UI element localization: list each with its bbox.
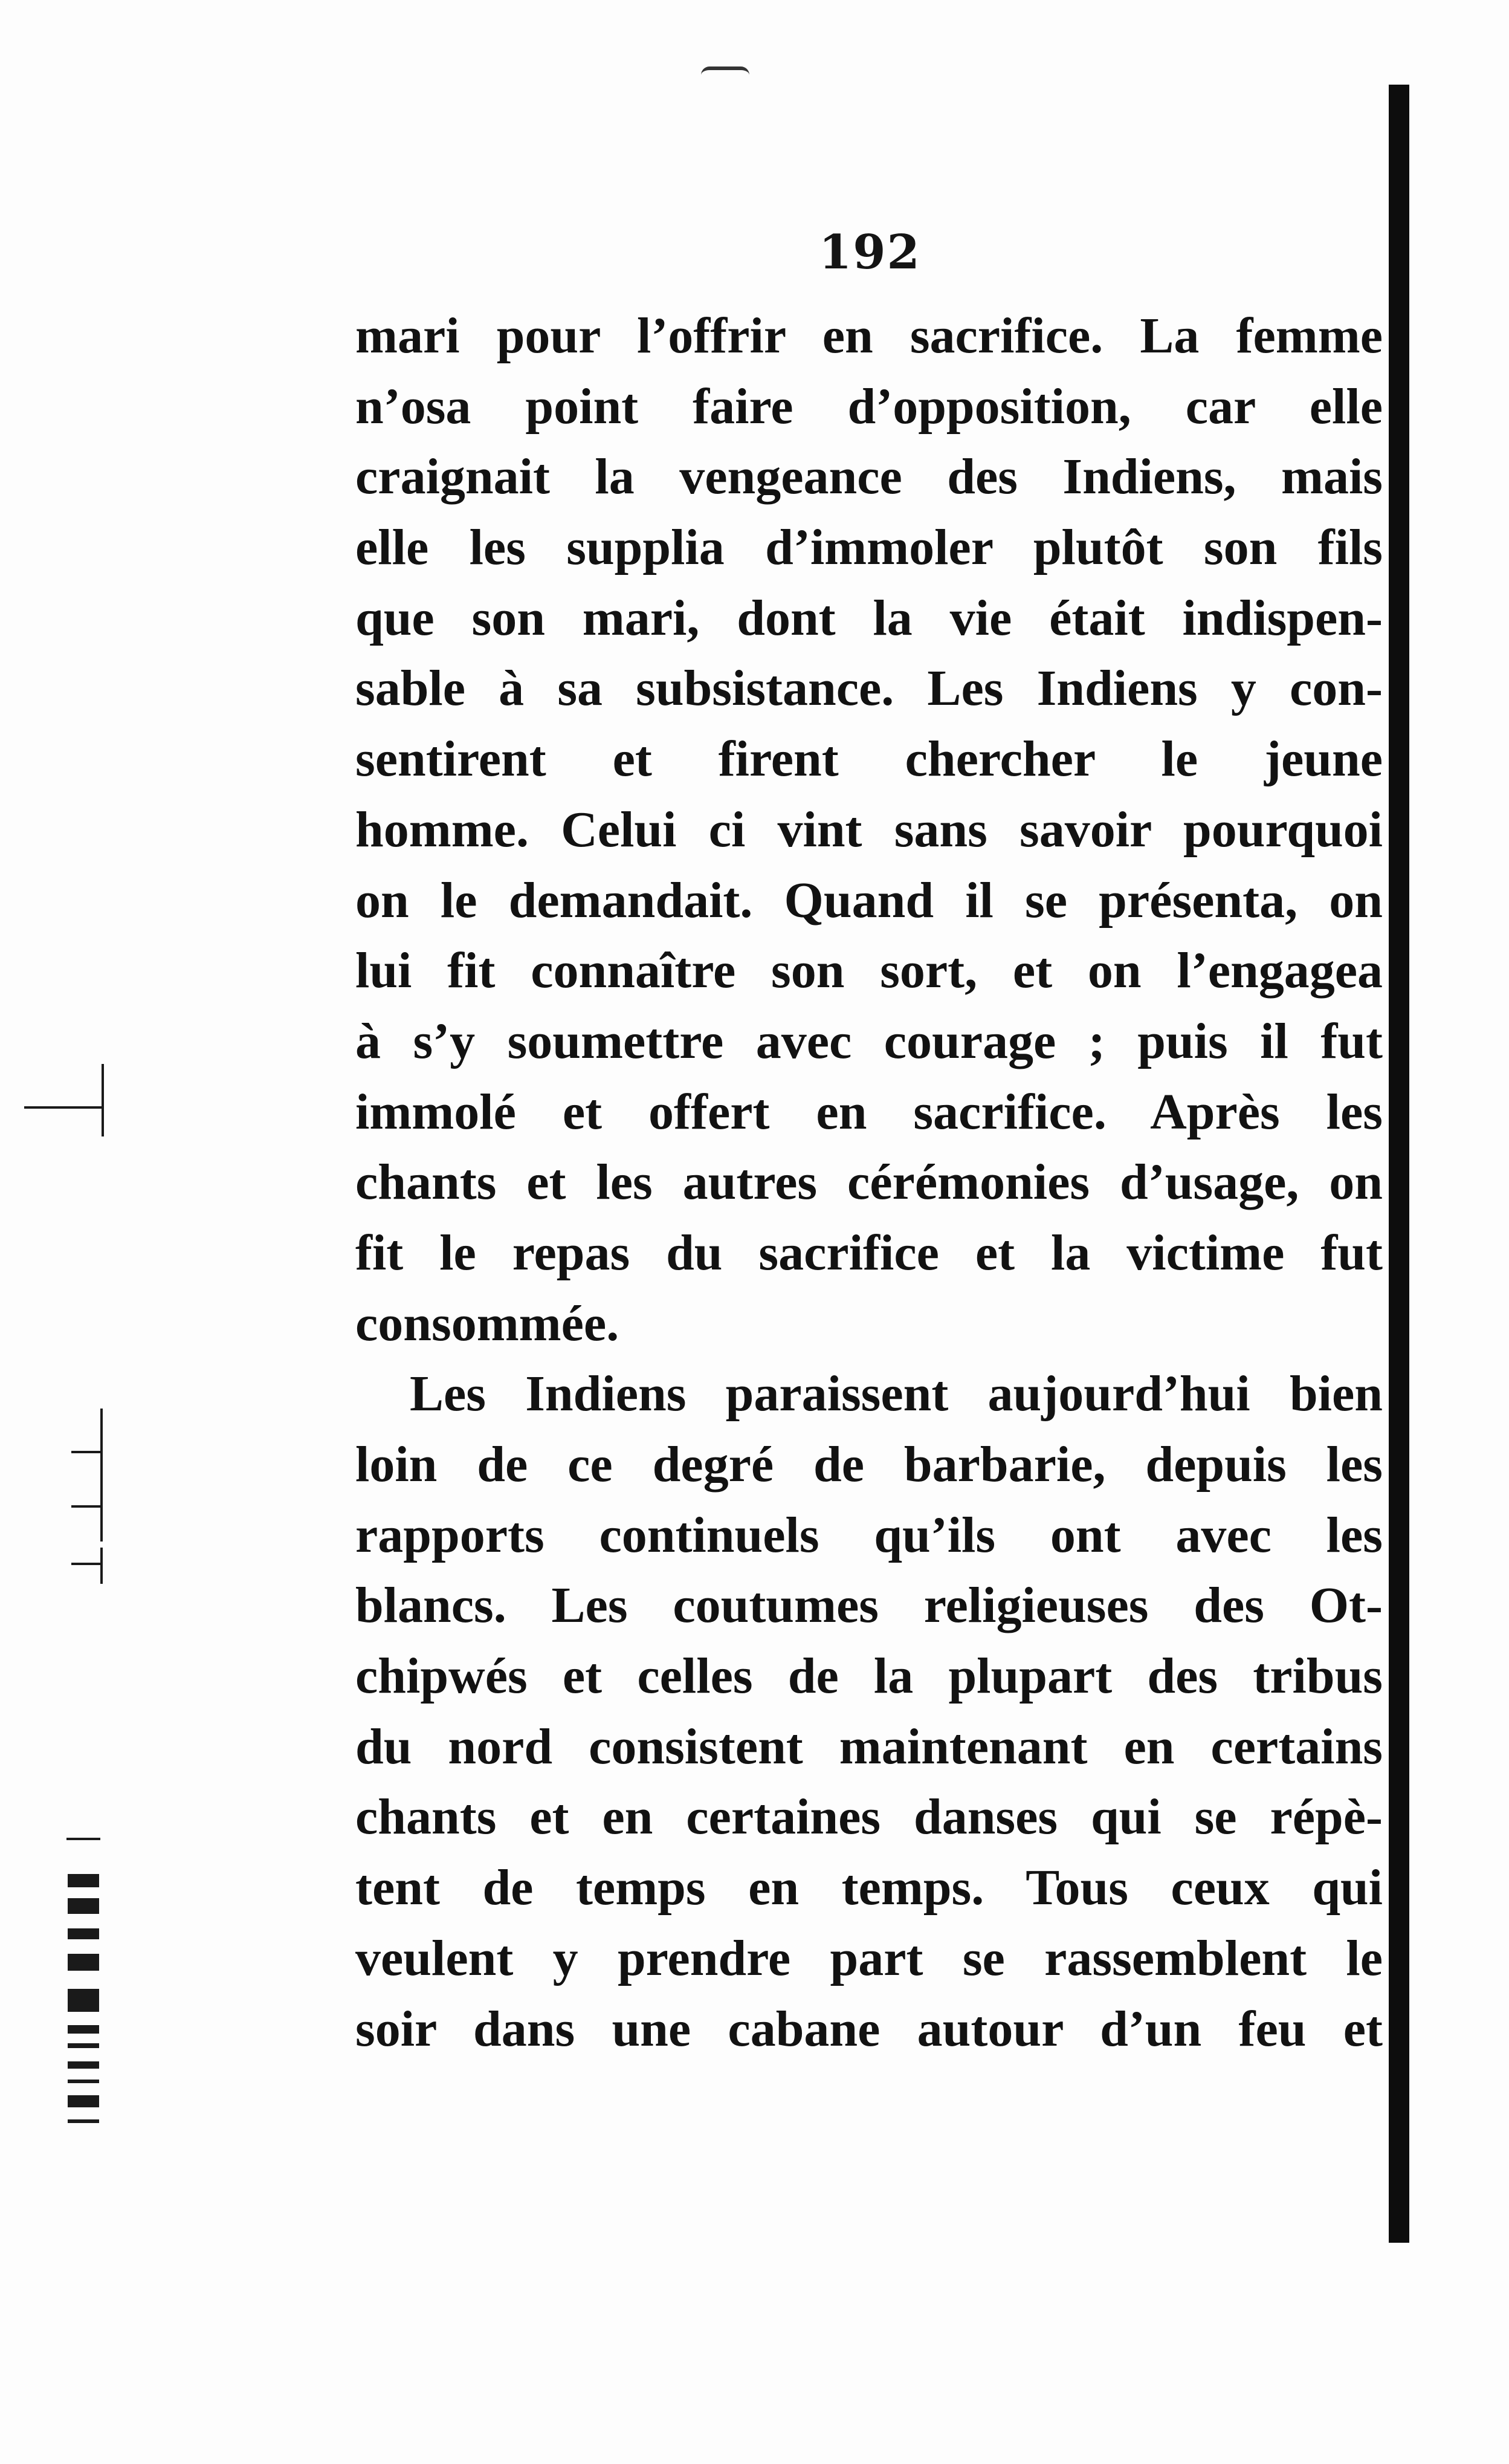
scan-artifact-mark <box>68 1898 99 1914</box>
text-line: elle les supplia d’immoler plutôt son fils <box>355 519 1383 576</box>
paragraph <box>355 301 1383 1359</box>
scan-artifact-mark <box>68 1874 99 1887</box>
scan-artifact-mark <box>102 1064 104 1136</box>
scan-artifact-mark <box>68 1989 99 2012</box>
scan-artifact-mark <box>66 1838 100 1840</box>
text-line: lui fit connaître son sort, et on l’engagea <box>355 942 1383 999</box>
text-line: Les Indiens paraissent aujourd’hui bien <box>410 1366 1383 1422</box>
scan-artifact-mark <box>71 1451 102 1453</box>
text-line: du nord consistent maintenant en certains <box>355 1718 1383 1775</box>
text-line: soir dans une cabane autour d’un feu et <box>355 2000 1383 2057</box>
scan-artifact-mark <box>24 1106 103 1109</box>
body-text <box>355 301 1383 2064</box>
text-line: loin de ce degré de barbarie, depuis les <box>355 1436 1383 1493</box>
text-line: que son mari, dont la vie était indispen- <box>355 589 1383 646</box>
text-line: veulent y prendre part se rassemblent le <box>355 1930 1383 1986</box>
text-line: mari pour l’offrir en sacrifice. La femme <box>355 308 1383 364</box>
scan-artifact-mark <box>68 2025 99 2034</box>
scan-artifact-mark <box>100 1548 103 1584</box>
scan-artifact-mark <box>68 2080 99 2083</box>
text-line: blancs. Les coutumes religieuses des Ot- <box>355 1577 1383 1634</box>
text-line: chants et en certaines danses qui se répè- <box>355 1789 1383 1846</box>
scan-artifact-mark <box>68 2061 99 2069</box>
text-line: fit le repas du sacrifice et la victime fut <box>355 1224 1383 1281</box>
scan-artifact-mark <box>71 1563 102 1565</box>
scan-artifact-mark <box>68 2095 99 2107</box>
text-line: on le demandait. Quand il se présenta, on <box>355 872 1383 929</box>
page-number: 192 <box>819 225 921 280</box>
text-line: immolé et offert en sacrifice. Après les <box>355 1083 1383 1140</box>
text-line: n’osa point faire d’opposition, car elle <box>355 378 1383 435</box>
scan-artifact-mark <box>68 2119 99 2123</box>
text-line: homme. Celui ci vint sans savoir pourquoi <box>355 801 1383 858</box>
text-line: sable à sa subsistance. Les Indiens y con- <box>355 660 1383 717</box>
text-line: craignait la vengeance des Indiens, mais <box>355 449 1383 505</box>
text-line: chipwés et celles de la plupart des tribus <box>355 1648 1383 1705</box>
paragraph <box>355 1359 1383 2064</box>
text-line: tent de temps en temps. Tous ceux qui <box>355 1859 1383 1916</box>
text-line: chants et les autres cérémonies d’usage, on <box>355 1154 1383 1211</box>
text-line: rapports continuels qu’ils ont avec les <box>355 1506 1383 1563</box>
scan-artifact-mark <box>71 1505 102 1508</box>
text-line: à s’y soumettre avec courage ; puis il fut <box>355 1013 1383 1069</box>
scan-artifact-mark <box>68 1928 99 1939</box>
scan-artifact-mark <box>701 66 749 75</box>
text-line: sentirent et firent chercher le jeune <box>355 731 1383 788</box>
scan-artifact-mark <box>68 1954 99 1971</box>
scan-artifact-mark <box>100 1409 103 1542</box>
page-edge-shadow <box>1389 85 1409 2243</box>
text-line: consommée. <box>355 1295 619 1352</box>
scan-artifact-mark <box>68 2043 99 2048</box>
